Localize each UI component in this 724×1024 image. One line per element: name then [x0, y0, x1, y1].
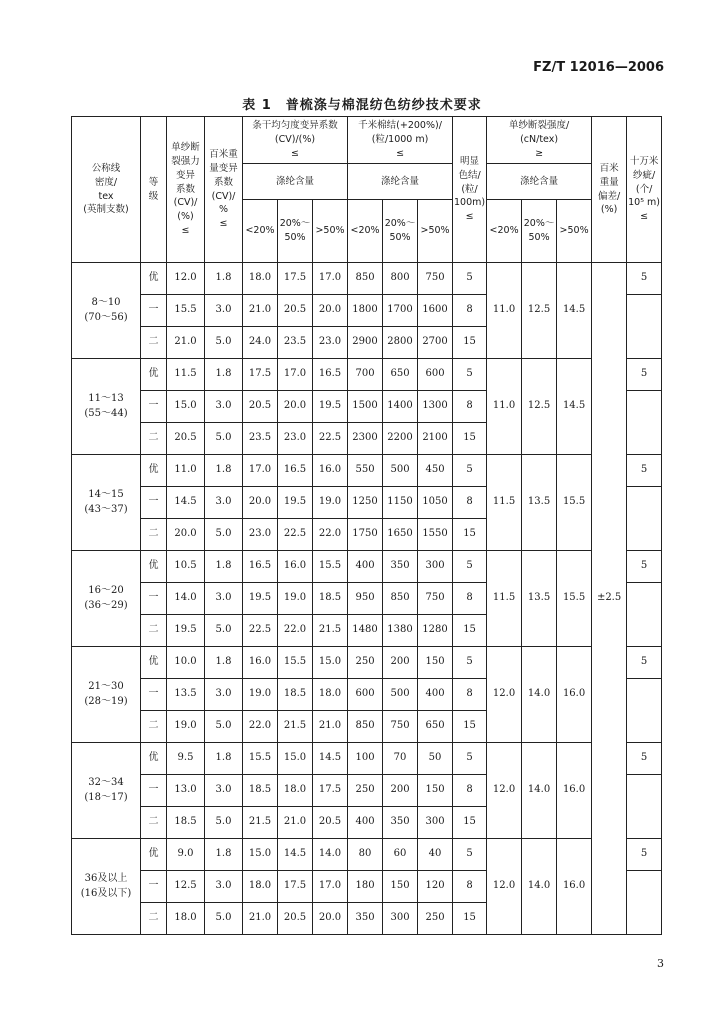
subheader-lt20: <20% — [487, 200, 522, 263]
subheader-gt50: >50% — [418, 200, 453, 263]
neps-cell: 1250 — [348, 487, 383, 519]
strength-cell: 12.5 — [522, 263, 557, 359]
color-knots-cell: 5 — [453, 839, 487, 871]
neps-cell: 2300 — [348, 423, 383, 455]
evenness-cell: 21.5 — [243, 807, 278, 839]
cv-breaking-cell: 14.0 — [167, 583, 205, 615]
evenness-cell: 22.5 — [278, 519, 313, 551]
color-knots-cell: 15 — [453, 615, 487, 647]
evenness-cell: 14.5 — [313, 743, 348, 775]
grade-cell: 优 — [141, 551, 167, 583]
strength-cell: 13.5 — [522, 455, 557, 551]
neps-cell: 400 — [348, 807, 383, 839]
cv-weight-cell: 3.0 — [205, 775, 243, 807]
color-knots-cell: 15 — [453, 327, 487, 359]
neps-cell: 1300 — [418, 391, 453, 423]
evenness-cell: 22.5 — [313, 423, 348, 455]
evenness-cell: 15.0 — [243, 839, 278, 871]
neps-cell: 2200 — [383, 423, 418, 455]
neps-cell: 60 — [383, 839, 418, 871]
grade-cell: 一 — [141, 487, 167, 519]
strength-cell: 12.0 — [487, 647, 522, 743]
strength-cell: 16.0 — [557, 839, 592, 935]
evenness-cell: 19.5 — [313, 391, 348, 423]
density-cell: 14～15 (43～37) — [72, 455, 141, 551]
neps-cell: 650 — [383, 359, 418, 391]
yarn-faults-cell: 5 — [627, 839, 662, 871]
cv-weight-cell: 1.8 — [205, 647, 243, 679]
evenness-cell: 17.0 — [243, 455, 278, 487]
evenness-cell: 20.0 — [313, 295, 348, 327]
cv-breaking-cell: 11.5 — [167, 359, 205, 391]
neps-cell: 200 — [383, 775, 418, 807]
grade-cell: 一 — [141, 775, 167, 807]
neps-cell: 1800 — [348, 295, 383, 327]
neps-cell: 700 — [348, 359, 383, 391]
grade-cell: 二 — [141, 519, 167, 551]
evenness-cell: 19.0 — [313, 487, 348, 519]
standard-code: FZ/T 12016—2006 — [533, 60, 664, 75]
header-neps: 千米棉结(+200%)/ (粒/1000 m) ≤ — [348, 117, 453, 164]
neps-cell: 150 — [418, 775, 453, 807]
table-row — [72, 263, 662, 295]
neps-cell: 250 — [348, 775, 383, 807]
color-knots-cell: 15 — [453, 519, 487, 551]
grade-cell: 二 — [141, 423, 167, 455]
neps-cell: 650 — [418, 711, 453, 743]
evenness-cell: 18.0 — [278, 775, 313, 807]
cv-weight-cell: 3.0 — [205, 391, 243, 423]
table-row — [72, 743, 662, 775]
color-knots-cell: 5 — [453, 455, 487, 487]
color-knots-cell: 5 — [453, 551, 487, 583]
grade-cell: 二 — [141, 903, 167, 935]
density-cell: 16～20 (36～29) — [72, 551, 141, 647]
evenness-cell: 17.0 — [313, 871, 348, 903]
grade-cell: 二 — [141, 711, 167, 743]
color-knots-cell: 8 — [453, 679, 487, 711]
evenness-cell: 14.5 — [278, 839, 313, 871]
evenness-cell: 14.0 — [313, 839, 348, 871]
strength-cell: 14.0 — [522, 647, 557, 743]
cv-weight-cell: 1.8 — [205, 839, 243, 871]
evenness-cell: 16.0 — [243, 647, 278, 679]
evenness-cell: 15.5 — [278, 647, 313, 679]
evenness-cell: 16.0 — [278, 551, 313, 583]
evenness-cell: 21.0 — [278, 807, 313, 839]
grade-cell: 优 — [141, 743, 167, 775]
color-knots-cell: 8 — [453, 391, 487, 423]
strength-cell: 16.0 — [557, 647, 592, 743]
neps-cell: 350 — [348, 903, 383, 935]
neps-cell: 300 — [383, 903, 418, 935]
page-number: 3 — [657, 957, 664, 970]
header-strength: 单纱断裂强度/ (cN/tex) ≥ — [487, 117, 592, 164]
neps-cell: 80 — [348, 839, 383, 871]
neps-cell: 100 — [348, 743, 383, 775]
cv-breaking-cell: 10.0 — [167, 647, 205, 679]
color-knots-cell: 5 — [453, 647, 487, 679]
yarn-faults-cell: 5 — [627, 743, 662, 775]
neps-cell: 250 — [348, 647, 383, 679]
neps-cell: 1050 — [418, 487, 453, 519]
neps-cell: 1400 — [383, 391, 418, 423]
cv-weight-cell: 5.0 — [205, 519, 243, 551]
neps-cell: 950 — [348, 583, 383, 615]
evenness-cell: 21.0 — [313, 711, 348, 743]
neps-cell: 70 — [383, 743, 418, 775]
neps-cell: 750 — [418, 263, 453, 295]
subheader-gt50: >50% — [313, 200, 348, 263]
cv-breaking-cell: 15.0 — [167, 391, 205, 423]
cv-breaking-cell: 19.0 — [167, 711, 205, 743]
grade-cell: 一 — [141, 295, 167, 327]
neps-cell: 1380 — [383, 615, 418, 647]
evenness-cell: 21.0 — [243, 903, 278, 935]
cv-breaking-cell: 10.5 — [167, 551, 205, 583]
grade-cell: 优 — [141, 263, 167, 295]
strength-cell: 12.0 — [487, 743, 522, 839]
cv-breaking-cell: 9.0 — [167, 839, 205, 871]
cv-weight-cell: 3.0 — [205, 295, 243, 327]
strength-cell: 13.5 — [522, 551, 557, 647]
evenness-cell: 21.0 — [243, 295, 278, 327]
color-knots-cell: 15 — [453, 711, 487, 743]
strength-cell: 14.5 — [557, 263, 592, 359]
cv-breaking-cell: 9.5 — [167, 743, 205, 775]
density-cell: 21～30 (28～19) — [72, 647, 141, 743]
neps-cell: 200 — [383, 647, 418, 679]
evenness-cell: 20.0 — [278, 391, 313, 423]
cv-breaking-cell: 14.5 — [167, 487, 205, 519]
evenness-cell: 17.5 — [313, 775, 348, 807]
subheader-lt20: <20% — [243, 200, 278, 263]
yarn-faults-cell: 5 — [627, 647, 662, 679]
cv-breaking-cell: 18.0 — [167, 903, 205, 935]
color-knots-cell: 8 — [453, 871, 487, 903]
cv-breaking-cell: 20.0 — [167, 519, 205, 551]
neps-cell: 1550 — [418, 519, 453, 551]
evenness-cell: 21.5 — [313, 615, 348, 647]
cv-weight-cell: 3.0 — [205, 583, 243, 615]
yarn-faults-empty-cell — [627, 775, 662, 839]
grade-cell: 一 — [141, 583, 167, 615]
table-row — [72, 359, 662, 391]
cv-breaking-cell: 11.0 — [167, 455, 205, 487]
cv-breaking-cell: 13.5 — [167, 679, 205, 711]
color-knots-cell: 8 — [453, 775, 487, 807]
neps-cell: 2900 — [348, 327, 383, 359]
neps-cell: 50 — [418, 743, 453, 775]
grade-cell: 一 — [141, 391, 167, 423]
neps-cell: 1150 — [383, 487, 418, 519]
neps-cell: 2700 — [418, 327, 453, 359]
cv-weight-cell: 5.0 — [205, 903, 243, 935]
evenness-cell: 20.5 — [278, 295, 313, 327]
evenness-cell: 16.5 — [313, 359, 348, 391]
subheader-20-50: 20%～ 50% — [278, 200, 313, 263]
color-knots-cell: 8 — [453, 583, 487, 615]
evenness-cell: 20.5 — [243, 391, 278, 423]
evenness-cell: 16.0 — [313, 455, 348, 487]
evenness-cell: 22.5 — [243, 615, 278, 647]
cv-weight-cell: 1.8 — [205, 359, 243, 391]
neps-cell: 500 — [383, 679, 418, 711]
neps-cell: 1280 — [418, 615, 453, 647]
neps-cell: 1500 — [348, 391, 383, 423]
neps-cell: 40 — [418, 839, 453, 871]
header-yarn-faults: 十万米 纱疵/ (个/ 10⁵ m) ≤ — [627, 117, 662, 263]
color-knots-cell: 15 — [453, 423, 487, 455]
header-grade: 等 级 — [141, 117, 167, 263]
evenness-cell: 19.0 — [243, 679, 278, 711]
neps-cell: 1600 — [418, 295, 453, 327]
evenness-cell: 18.5 — [313, 583, 348, 615]
neps-cell: 300 — [418, 551, 453, 583]
grade-cell: 二 — [141, 615, 167, 647]
subheader-gt50: >50% — [557, 200, 592, 263]
evenness-cell: 20.5 — [278, 903, 313, 935]
yarn-faults-empty-cell — [627, 391, 662, 455]
header-weight-deviation: 百米 重量 偏差/ (%) — [592, 117, 627, 263]
cv-breaking-cell: 12.5 — [167, 871, 205, 903]
strength-cell: 15.5 — [557, 455, 592, 551]
header-polyester-content-evenness: 涤纶含量 — [243, 164, 348, 200]
color-knots-cell: 8 — [453, 295, 487, 327]
cv-weight-cell: 1.8 — [205, 551, 243, 583]
evenness-cell: 23.0 — [243, 519, 278, 551]
strength-cell: 14.5 — [557, 359, 592, 455]
color-knots-cell: 5 — [453, 743, 487, 775]
yarn-faults-empty-cell — [627, 295, 662, 359]
grade-cell: 优 — [141, 455, 167, 487]
header-evenness: 条干均匀度变异系数 (CV)/(%) ≤ — [243, 117, 348, 164]
grade-cell: 二 — [141, 807, 167, 839]
neps-cell: 2100 — [418, 423, 453, 455]
evenness-cell: 17.5 — [278, 871, 313, 903]
strength-cell: 11.5 — [487, 551, 522, 647]
grade-cell: 优 — [141, 839, 167, 871]
cv-breaking-cell: 21.0 — [167, 327, 205, 359]
neps-cell: 750 — [383, 711, 418, 743]
yarn-faults-cell: 5 — [627, 551, 662, 583]
neps-cell: 120 — [418, 871, 453, 903]
evenness-cell: 24.0 — [243, 327, 278, 359]
header-cv-breaking: 单纱断 裂强力 变异 系数 (CV)/ (%) ≤ — [167, 117, 205, 263]
cv-weight-cell: 5.0 — [205, 615, 243, 647]
evenness-cell: 19.5 — [278, 487, 313, 519]
neps-cell: 850 — [348, 263, 383, 295]
density-cell: 8～10 (70～56) — [72, 263, 141, 359]
cv-breaking-cell: 15.5 — [167, 295, 205, 327]
evenness-cell: 18.0 — [243, 263, 278, 295]
subheader-lt20: <20% — [348, 200, 383, 263]
evenness-cell: 22.0 — [313, 519, 348, 551]
strength-cell: 14.0 — [522, 839, 557, 935]
strength-cell: 11.0 — [487, 263, 522, 359]
neps-cell: 150 — [418, 647, 453, 679]
yarn-faults-cell: 5 — [627, 455, 662, 487]
evenness-cell: 23.5 — [243, 423, 278, 455]
grade-cell: 一 — [141, 871, 167, 903]
strength-cell: 11.5 — [487, 455, 522, 551]
density-cell: 32～34 (18～17) — [72, 743, 141, 839]
strength-cell: 12.5 — [522, 359, 557, 455]
neps-cell: 550 — [348, 455, 383, 487]
neps-cell: 1480 — [348, 615, 383, 647]
evenness-cell: 19.0 — [278, 583, 313, 615]
table-row — [72, 647, 662, 679]
yarn-faults-empty-cell — [627, 871, 662, 935]
grade-cell: 一 — [141, 679, 167, 711]
grade-cell: 优 — [141, 647, 167, 679]
subheader-20-50: 20%～ 50% — [383, 200, 418, 263]
header-polyester-content-strength: 涤纶含量 — [487, 164, 592, 200]
evenness-cell: 15.5 — [243, 743, 278, 775]
evenness-cell: 20.0 — [313, 903, 348, 935]
neps-cell: 150 — [383, 871, 418, 903]
cv-weight-cell: 5.0 — [205, 711, 243, 743]
neps-cell: 400 — [418, 679, 453, 711]
subheader-20-50: 20%～ 50% — [522, 200, 557, 263]
cv-weight-cell: 3.0 — [205, 487, 243, 519]
table-row — [72, 551, 662, 583]
neps-cell: 1750 — [348, 519, 383, 551]
cv-breaking-cell: 18.5 — [167, 807, 205, 839]
cv-weight-cell: 5.0 — [205, 807, 243, 839]
cv-weight-cell: 3.0 — [205, 679, 243, 711]
evenness-cell: 20.5 — [313, 807, 348, 839]
color-knots-cell: 5 — [453, 359, 487, 391]
neps-cell: 600 — [418, 359, 453, 391]
strength-cell: 14.0 — [522, 743, 557, 839]
neps-cell: 300 — [418, 807, 453, 839]
evenness-cell: 23.0 — [313, 327, 348, 359]
color-knots-cell: 15 — [453, 807, 487, 839]
strength-cell: 15.5 — [557, 551, 592, 647]
cv-weight-cell: 1.8 — [205, 743, 243, 775]
evenness-cell: 23.0 — [278, 423, 313, 455]
cv-weight-cell: 3.0 — [205, 871, 243, 903]
cv-breaking-cell: 19.5 — [167, 615, 205, 647]
neps-cell: 800 — [383, 263, 418, 295]
evenness-cell: 17.0 — [313, 263, 348, 295]
evenness-cell: 16.5 — [243, 551, 278, 583]
header-density: 公称线 密度/ tex (英制支数) — [72, 117, 141, 263]
grade-cell: 优 — [141, 359, 167, 391]
neps-cell: 600 — [348, 679, 383, 711]
cv-weight-cell: 1.8 — [205, 455, 243, 487]
density-cell: 11～13 (55～44) — [72, 359, 141, 455]
neps-cell: 2800 — [383, 327, 418, 359]
weight-deviation-cell: ±2.5 — [592, 263, 627, 935]
grade-cell: 二 — [141, 327, 167, 359]
yarn-faults-empty-cell — [627, 487, 662, 551]
header-cv-weight: 百米重 量变异 系数 (CV)/ % ≤ — [205, 117, 243, 263]
cv-breaking-cell: 20.5 — [167, 423, 205, 455]
neps-cell: 750 — [418, 583, 453, 615]
yarn-faults-cell: 5 — [627, 359, 662, 391]
yarn-faults-empty-cell — [627, 679, 662, 743]
evenness-cell: 19.5 — [243, 583, 278, 615]
density-cell: 36及以上 (16及以下) — [72, 839, 141, 935]
evenness-cell: 21.5 — [278, 711, 313, 743]
evenness-cell: 15.0 — [278, 743, 313, 775]
neps-cell: 1650 — [383, 519, 418, 551]
evenness-cell: 22.0 — [243, 711, 278, 743]
neps-cell: 1700 — [383, 295, 418, 327]
color-knots-cell: 5 — [453, 263, 487, 295]
evenness-cell: 17.0 — [278, 359, 313, 391]
evenness-cell: 17.5 — [243, 359, 278, 391]
evenness-cell: 16.5 — [278, 455, 313, 487]
cv-weight-cell: 5.0 — [205, 327, 243, 359]
neps-cell: 850 — [348, 711, 383, 743]
strength-cell: 16.0 — [557, 743, 592, 839]
color-knots-cell: 15 — [453, 903, 487, 935]
evenness-cell: 17.5 — [278, 263, 313, 295]
evenness-cell: 20.0 — [243, 487, 278, 519]
strength-cell: 12.0 — [487, 839, 522, 935]
cv-breaking-cell: 12.0 — [167, 263, 205, 295]
table-row — [72, 455, 662, 487]
neps-cell: 250 — [418, 903, 453, 935]
evenness-cell: 18.0 — [243, 871, 278, 903]
evenness-cell: 18.0 — [313, 679, 348, 711]
neps-cell: 450 — [418, 455, 453, 487]
cv-weight-cell: 1.8 — [205, 263, 243, 295]
evenness-cell: 22.0 — [278, 615, 313, 647]
neps-cell: 350 — [383, 807, 418, 839]
color-knots-cell: 8 — [453, 487, 487, 519]
neps-cell: 180 — [348, 871, 383, 903]
neps-cell: 350 — [383, 551, 418, 583]
neps-cell: 400 — [348, 551, 383, 583]
yarn-faults-empty-cell — [627, 583, 662, 647]
strength-cell: 11.0 — [487, 359, 522, 455]
neps-cell: 850 — [383, 583, 418, 615]
cv-breaking-cell: 13.0 — [167, 775, 205, 807]
yarn-faults-cell: 5 — [627, 263, 662, 295]
evenness-cell: 15.5 — [313, 551, 348, 583]
header-polyester-content-neps: 涤纶含量 — [348, 164, 453, 200]
header-color-knots: 明显 色结/ (粒/ 100m) ≤ — [453, 117, 487, 263]
evenness-cell: 18.5 — [243, 775, 278, 807]
evenness-cell: 23.5 — [278, 327, 313, 359]
table-body — [72, 263, 662, 935]
evenness-cell: 15.0 — [313, 647, 348, 679]
technical-requirements-table — [71, 116, 662, 935]
evenness-cell: 18.5 — [278, 679, 313, 711]
table-title: 表 1 普梳涤与棉混纺色纺纱技术要求 — [242, 98, 482, 113]
table-row — [72, 839, 662, 871]
neps-cell: 500 — [383, 455, 418, 487]
cv-weight-cell: 5.0 — [205, 423, 243, 455]
